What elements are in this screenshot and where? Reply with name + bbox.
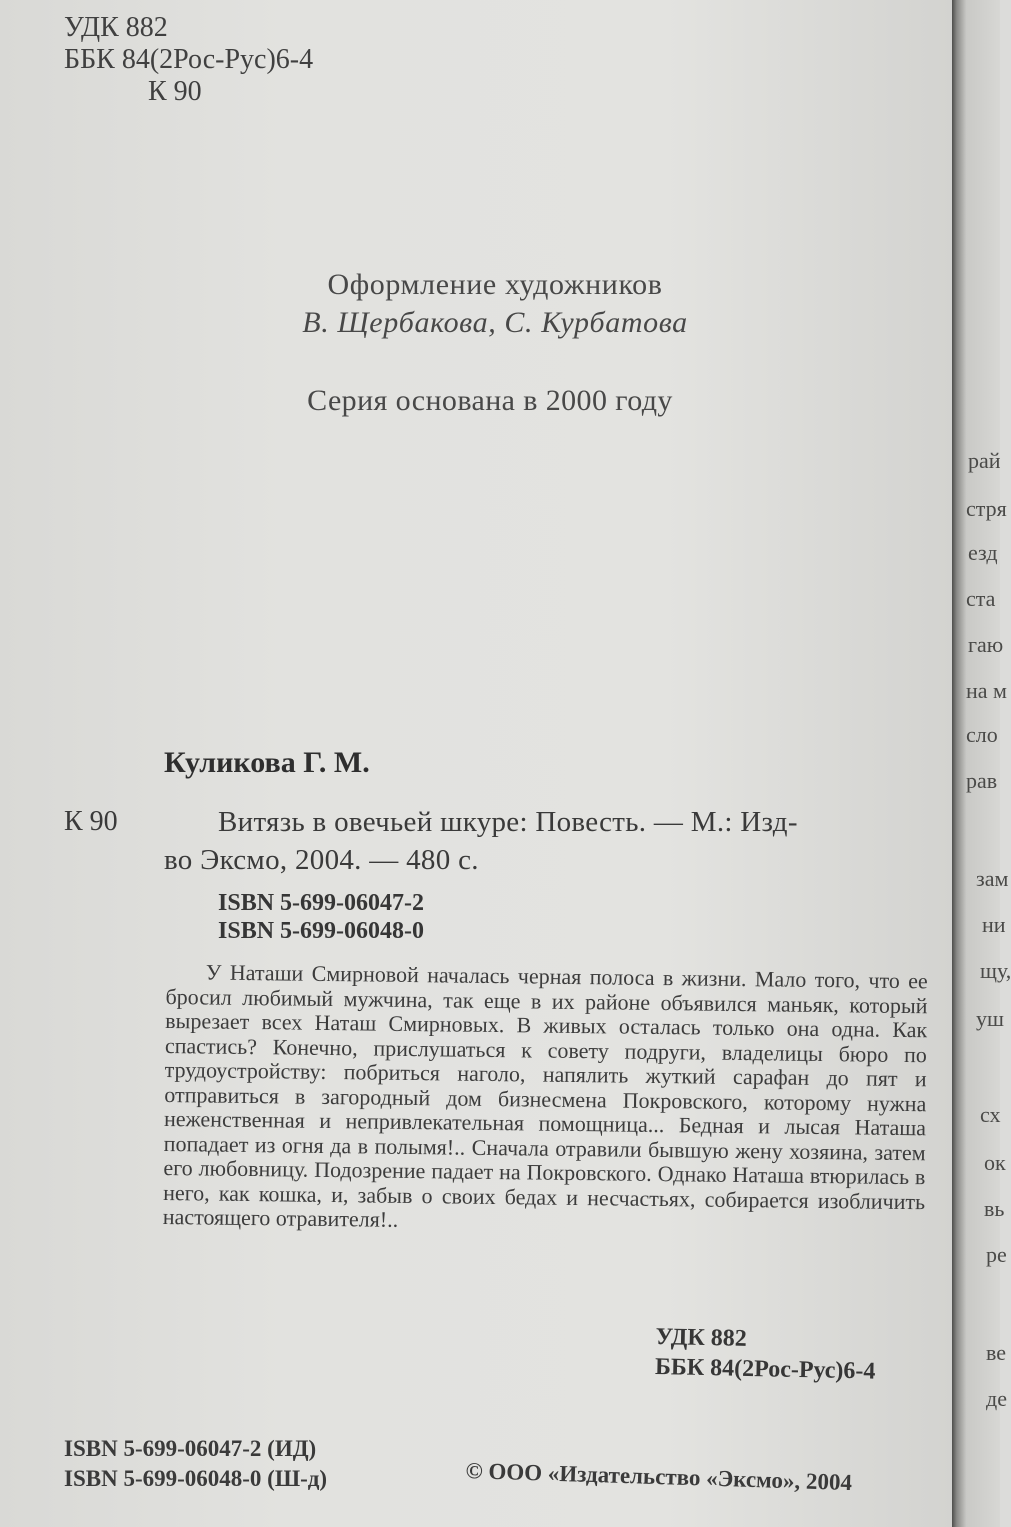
adjacent-page-fragment: щу,: [980, 958, 1011, 983]
adjacent-page-fragment: ве: [986, 1340, 1007, 1365]
adjacent-page-fragment: де: [986, 1386, 1007, 1411]
book-abstract: У Наташи Смирновой началась черная полоса в жизни. Мало того, что ее бросил любимый мужчина, так еще в их районе объявился маньяк, который вырезает всех Наташ Смирновых. В живых осталась только она одна. Как спастись? Конечно, прислушаться к совету подруги, владелицы бюро по трудоустройству: побриться наголо, напялить жуткий сарафан до пят и отправиться в загородный дом бизнесмена Покровского, которому нужна неженственная и непривлекательная помощница... Бедная и лысая Наташа попадает из огня да в полымя!.. Сначала отравили бывшую жену хозяина, затем его любовницу. Подозрение падает на Покровского. Однако Наташа втюрилась в него, как кошка, и, забыв о своих бедах и несчастьях, собирается изобличить настоящего отравителя!..: [162, 959, 928, 1232]
adjacent-page-fragment: сло: [966, 722, 998, 747]
series-note: Серия основана в 2000 году: [307, 384, 673, 417]
design-credit-names: В. Щербакова, С. Курбатова: [302, 306, 688, 339]
catalog-title-line-2: во Эксмо, 2004. — 480 с.: [164, 844, 479, 876]
adjacent-page-fragment: гаю: [968, 632, 1004, 657]
catalog-mark: К 90: [64, 806, 118, 837]
author-mark: К 90: [148, 76, 202, 107]
adjacent-page-fragment: ста: [966, 586, 996, 611]
bbk-code: ББК 84(2Рос-Рус)6-4: [64, 44, 314, 75]
adjacent-page-fragment: стря: [966, 496, 1007, 521]
adjacent-page-fragment: рай: [968, 448, 1001, 473]
catalog-author: Куликова Г. М.: [164, 746, 370, 779]
udk-code: УДК 882: [64, 12, 168, 43]
copyright-notice: © ООО «Издательство «Эксмо», 2004: [465, 1458, 853, 1496]
bottom-bbk: ББК 84(2Рос-Рус)6-4: [654, 1353, 876, 1385]
bottom-isbn-1: ISBN 5-699-06047-2 (ИД): [64, 1436, 317, 1461]
bottom-isbn-2: ISBN 5-699-06048-0 (Ш-д): [64, 1466, 328, 1491]
adjacent-page-fragment: ни: [982, 912, 1006, 937]
adjacent-page-fragment: рав: [966, 768, 998, 793]
adjacent-page-edge: [952, 0, 1000, 1527]
classification-codes: [64, 12, 313, 108]
catalog-title-line-1: Витязь в овечьей шкуре: Повесть. — М.: Изд-: [218, 806, 798, 838]
catalog-isbn-2: ISBN 5-699-06048-0: [218, 918, 425, 944]
bottom-udk: УДК 882: [655, 1323, 748, 1352]
adjacent-page-fragment: езд: [968, 540, 998, 565]
adjacent-page-fragment: ре: [986, 1242, 1007, 1267]
adjacent-page-fragment: на м: [966, 678, 1007, 703]
adjacent-page-fragment: сх: [980, 1102, 1001, 1127]
adjacent-page-fragment: уш: [976, 1006, 1004, 1031]
design-credit-label: Оформление художников: [327, 268, 663, 301]
catalog-isbn-1: ISBN 5-699-06047-2: [218, 890, 425, 916]
adjacent-page-fragment: вь: [984, 1196, 1005, 1221]
adjacent-page-fragment: ок: [984, 1150, 1006, 1175]
adjacent-page-fragment: зам: [976, 866, 1009, 891]
bottom-isbn-list: [64, 1434, 327, 1494]
bottom-classification: [655, 1322, 877, 1387]
